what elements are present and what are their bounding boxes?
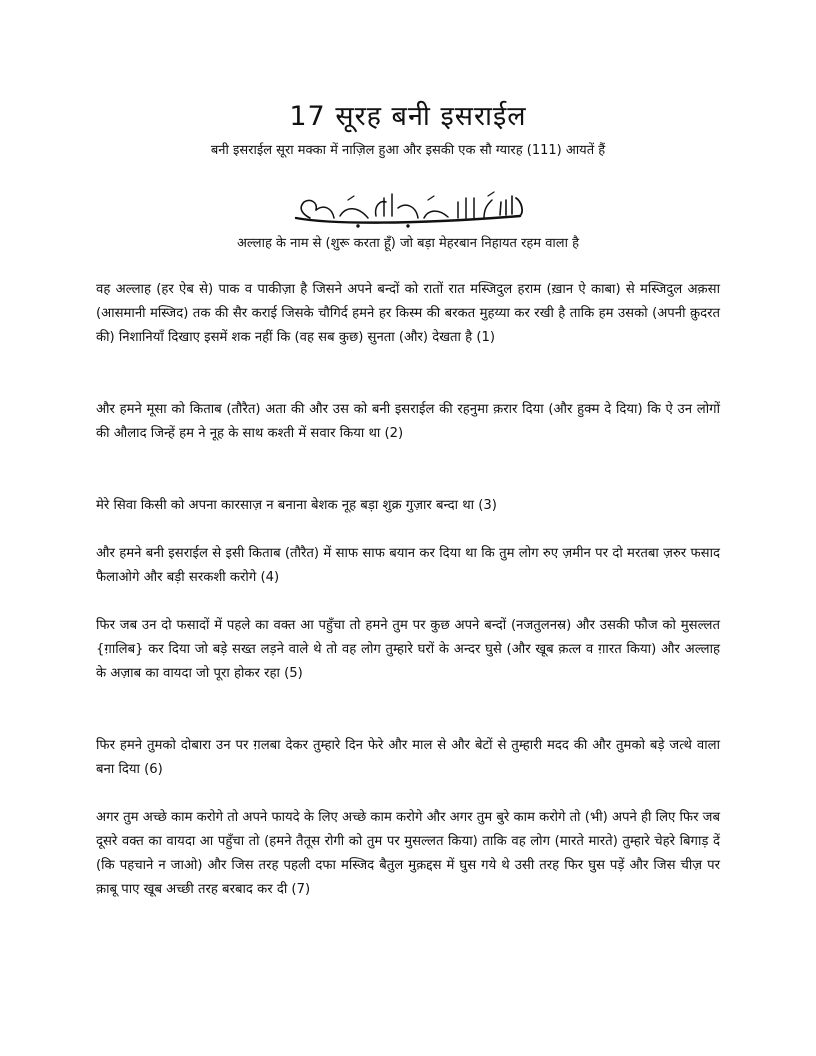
bismillah-translation: अल्लाह के नाम से (शुरू करता हूँ) जो बड़ा मेहरबान निहायत रहम वाला है: [236, 236, 580, 251]
verse-4: और हमने बनी इसराईल से इसी किताब (तौरैत) में साफ साफ बयान कर दिया था कि तुम लोग रुए ज़मीन पर दो मरतबा ज़रुर फसाद फैलाओगे और बड़ी सरकशी करोगे (4): [96, 546, 720, 585]
verse-5: फिर जब उन दो फसादों में पहले का वक्त आ पहुँचा तो हमने तुम पर कुछ अपने बन्दों (नजतुलनस्र) और उसकी फौज को मुसल्लत {ग़ालिब} कर दिया जो बड़े सख्त लड़ने वाले थे तो वह लोग तुम्हारे घरों के अन्दर घुसे (और खूब क़त्ल व ग़ारत किया) और अल्लाह के अज़ाब का वायदा जो पूरा होकर रहा (5): [96, 618, 720, 681]
surah-subtitle: बनी इसराईल सूरा मक्का में नाज़िल हुआ और इसकी एक सौ ग्यारह (111) आयतें हैं: [210, 143, 606, 158]
bismillah-calligraphy: [288, 188, 528, 230]
verse-6: फिर हमने तुमको दोबारा उन पर ग़लबा देकर तुम्हारे दिन फेरे और माल से और बेटों से तुम्हारी मदद की और तुमको बड़े जत्थे वाला बना दिया (6): [96, 738, 720, 777]
verse-3: मेरे सिवा किसी को अपना कारसाज़ न बनाना बेशक नूह बड़ा शुक्र गुज़ार बन्दा था (3): [96, 498, 497, 513]
verse-1: वह अल्लाह (हर ऐब से) पाक व पाकीज़ा है जिसने अपने बन्दों को रातों रात मस्जिदुल हराम (ख़ान ऐ काबा) से मस्जिदुल अक़सा (आसमानी मस्जिद) तक की सैर कराई जिसके चौगिर्द हमने हर किस्म की बरकत मुहय्या कर रखी है ताकि हम उसको (अपनी क़ुदरत की) निशानियाँ दिखाए इसमें शक नहीं कि (वह सब कुछ) सुनता (और) देखता है (1): [96, 282, 720, 345]
surah-title: 17 सूरह बनी इसराईल: [289, 101, 527, 132]
verse-2: और हमने मूसा को किताब (तौरैत) अता की और उस को बनी इसराईल की रहनुमा क़रार दिया (और हुक्म दे दिया) कि ऐ उन लोगों की औलाद जिन्हें हम ने नूह के साथ कश्ती में सवार किया था (2): [96, 402, 720, 441]
verse-7: अगर तुम अच्छे काम करोगे तो अपने फायदे के लिए अच्छे काम करोगे और अगर तुम बुरे काम करोगे तो (भी) अपने ही लिए फिर जब दूसरे वक्त का वायदा आ पहुँचा तो (हमने तैतूस रोगी को तुम पर मुसल्लत किया) ताकि वह लोग (मारते मारते) तुम्हारे चेहरे बिगाड़ दें (कि पहचाने न जाओ) और जिस तरह पहली दफा मस्जिद बैतुल मुक़द्दस में घुस गये थे उसी तरह फिर घुस पड़ें और जिस चीज़ पर क़ाबू पाए खूब अच्छी तरह बरबाद कर दी (7): [96, 810, 720, 897]
